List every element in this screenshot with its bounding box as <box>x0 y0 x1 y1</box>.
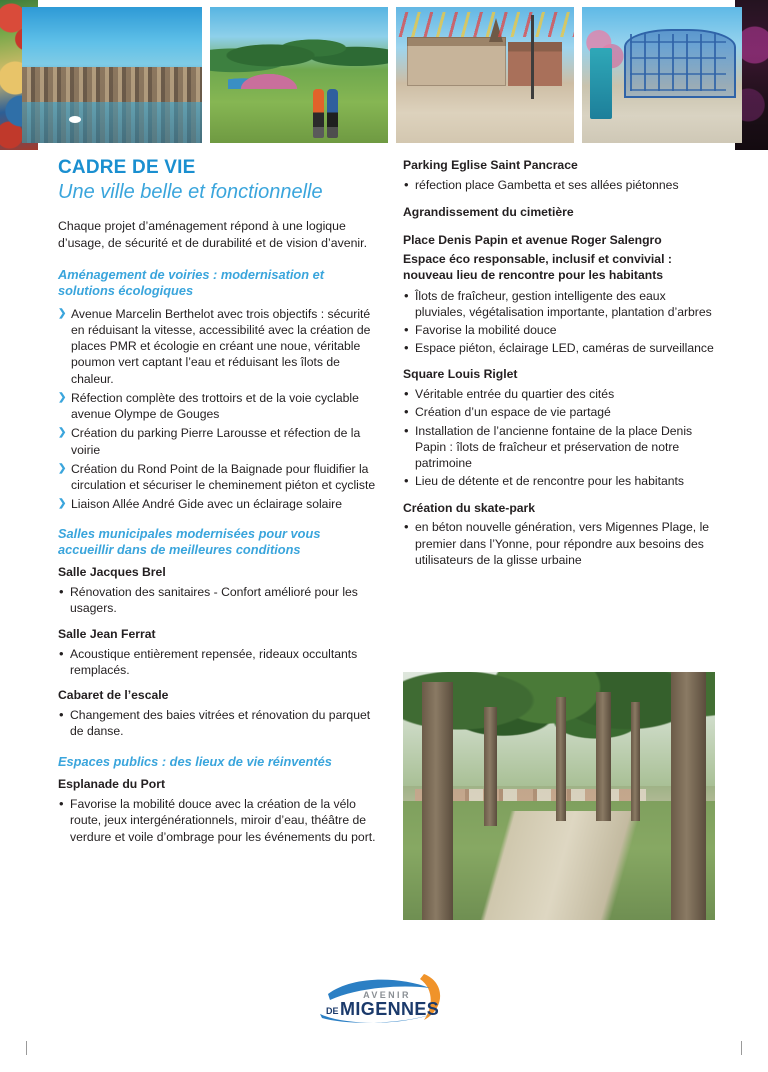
section-heading-salles-municipales: Salles municipales modernisées pour vous accueillir dans de meilleures conditions <box>58 526 321 558</box>
list-item: ❯ Création du Rond Point de la Baignade pour fluidifier la circulation et sécuriser le cheminement piéton et cycliste <box>58 461 378 493</box>
list-item: • Installation de l’ancienne fontaine de la place Denis Papin : îlots de fraîcheur et préservation de notre patrimoine <box>403 423 715 472</box>
list-item: • réfection place Gambetta et ses allées piétonnes <box>403 177 715 193</box>
group-title-square-louis-riglet: Square Louis Riglet <box>403 367 518 382</box>
page-subtitle: Une ville belle et fonctionnelle <box>58 180 323 203</box>
logo-prefix: DE <box>326 1006 339 1016</box>
voiries-list <box>58 306 378 513</box>
group-title-creation-du-skate-park: Création du skate-park <box>403 500 536 515</box>
list-item: • Acoustique entièrement repensée, rideaux occultants remplacés. <box>58 646 378 678</box>
logo-name: MIGENNES <box>340 999 440 1019</box>
crop-mark-right <box>741 1041 742 1055</box>
salle-jean-ferrat-list <box>58 646 378 678</box>
list-item: • Favorise la mobilité douce avec la création de la vélo route, jeux intergénérationnels, miroir d’eau, théâtre de verdure et voile d’ombrage pour les événements du port. <box>58 796 378 845</box>
list-item: • Création d’un espace de vie partagé <box>403 404 715 420</box>
group-title-salle-jean-ferrat: Salle Jean Ferrat <box>58 626 156 641</box>
place-denis-papin-list <box>403 288 715 357</box>
place-denis-papin-lead: Espace éco responsable, inclusif et convivial : nouveau lieu de rencontre pour les habitants <box>403 251 672 282</box>
header-photo-band <box>0 0 768 150</box>
list-item: • Rénovation des sanitaires - Confort amélioré pour les usagers. <box>58 584 378 616</box>
photo-parc-chemin-arbres <box>403 672 715 920</box>
header-photo-halle-structure-bleue <box>582 7 742 143</box>
group-title-esplanade-du-port: Esplanade du Port <box>58 777 165 792</box>
logo-mark-icon <box>312 968 462 1030</box>
right-column <box>403 158 715 577</box>
logo-arc-text: AVENIR <box>363 990 411 1000</box>
left-column <box>58 158 378 854</box>
cabaret-de-lescale-list <box>58 707 378 739</box>
header-photo-place-mairie-guirlandes <box>396 7 574 143</box>
section-heading-espaces-publics: Espaces publics : des lieux de vie réinventés <box>58 754 332 770</box>
list-item: ❯ Liaison Allée André Gide avec un éclairage solaire <box>58 496 378 512</box>
page-title: CADRE DE VIE <box>58 157 196 178</box>
list-item: • Changement des baies vitrées et rénovation du parquet de danse. <box>58 707 378 739</box>
list-item: • Véritable entrée du quartier des cités <box>403 386 715 402</box>
logo-avenir-de-migennes <box>312 968 462 1030</box>
header-photo-parc-parasols-visiteurs <box>210 7 388 143</box>
esplanade-du-port-list <box>58 796 378 845</box>
intro-paragraph: Chaque projet d’aménagement répond à une logique d’usage, de sécurité et de durabilité et de vision d’avenir. <box>58 218 367 251</box>
list-item: • en béton nouvelle génération, vers Migennes Plage, le premier dans l’Yonne, pour répondre aux besoins des utilisateurs de la glisse urbaine <box>403 519 715 568</box>
crop-mark-left <box>26 1041 27 1055</box>
header-photo-lac-pieux-bois <box>22 7 202 143</box>
group-title-place-denis-papin: Place Denis Papin et avenue Roger Salengro <box>403 232 662 247</box>
list-item: ❯ Réfection complète des trottoirs et de la voie cyclable avenue Olympe de Gouges <box>58 390 378 422</box>
skate-park-list <box>403 519 715 568</box>
group-title-salle-jacques-brel: Salle Jacques Brel <box>58 565 166 580</box>
square-louis-riglet-list <box>403 386 715 489</box>
list-item: ❯ Création du parking Pierre Larousse et réfection de la voirie <box>58 425 378 457</box>
list-item: • Espace piéton, éclairage LED, caméras de surveillance <box>403 340 715 356</box>
parking-eglise-list <box>403 177 715 193</box>
group-title-agrandissement-du-cimetiere: Agrandissement du cimetière <box>403 205 574 220</box>
group-title-cabaret-de-lescale: Cabaret de l’escale <box>58 687 169 702</box>
list-item: • Îlots de fraîcheur, gestion intelligente des eaux pluviales, végétalisation importante, plantation d’arbres <box>403 288 715 320</box>
list-item: ❯ Avenue Marcelin Berthelot avec trois objectifs : sécurité en réduisant la vitesse, accessibilité avec la création de places PMR et écologie en créant une noue, véritable poumon vert captant l’eau et réduisant les îlots de chaleur. <box>58 306 378 387</box>
group-title-parking-eglise-saint-pancrace: Parking Eglise Saint Pancrace <box>403 158 578 172</box>
list-item: • Lieu de détente et de rencontre pour les habitants <box>403 473 715 489</box>
section-heading-voiries: Aménagement de voiries : modernisation et solutions écologiques <box>58 266 324 298</box>
list-item: • Favorise la mobilité douce <box>403 322 715 338</box>
salle-jacques-brel-list <box>58 584 378 616</box>
